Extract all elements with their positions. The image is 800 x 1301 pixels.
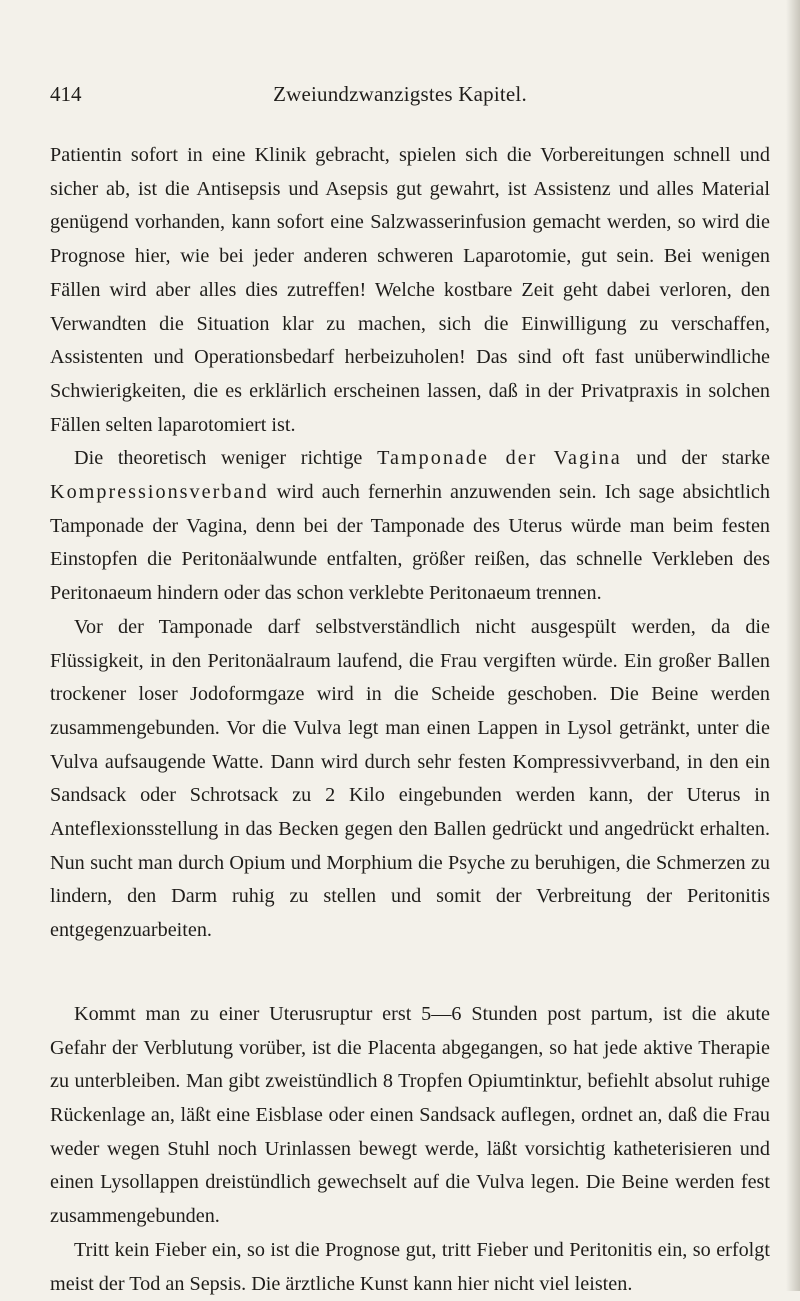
running-title: Zweiundzwanzigstes Kapitel. <box>273 82 527 106</box>
paragraph-5: Tritt kein Fieber ein, so ist die Prognose gut, tritt Fieber und Peritonitis ein, so erfolgt meist der Tod an Sepsis. Die ärztliche Kunst kann hier nicht viel leisten. <box>50 1238 770 1295</box>
page-number: 414 <box>50 82 82 106</box>
paragraph-2 <box>50 442 770 611</box>
body-text <box>50 139 770 1301</box>
page-edge-shadow <box>786 0 800 1291</box>
page-header <box>50 82 750 112</box>
term-tamponade-der-vagina: Tamponade der Vagina <box>377 447 622 470</box>
section-gap <box>50 948 770 998</box>
paragraph-3: Vor der Tamponade darf selbstverständlich nicht ausgespült werden, da die Flüssigkeit, in den Peritonäalraum laufend, die Frau vergiften würde. Ein großer Ballen trockener loser Jodoformgaze wird in die Scheide geschoben. Die Beine werden zusammengebunden. Vor die Vulva legt man einen Lappen in Lysol getränkt, unter die Vulva aufsaugende Watte. Dann wird durch sehr festen Kompressivverband, in den ein Sandsack oder Schrotsack zu 2 Kilo eingebunden werden kann, der Uterus in Anteflexionsstellung in das Becken gegen den Ballen gedrückt und angedrückt erhalten. Nun sucht man durch Opium und Morphium die Psyche zu beruhigen, die Schmerzen zu lindern, den Darm ruhig zu stellen und somit der Verbreitung der Peritonitis entgegenzuarbeiten. <box>50 615 770 942</box>
paragraph-4: Kommt man zu einer Uterusruptur erst 5—6 Stunden post partum, ist die akute Gefahr der Verblutung vorüber, ist die Placenta abgegangen, so hat jede aktive Therapie zu unterbleiben. Man gibt zweistündlich 8 Tropfen Opiumtinktur, befiehlt absolut ruhige Rückenlage an, läßt eine Eisblase oder einen Sandsack auflegen, ordnet an, daß die Frau weder wegen Stuhl noch Urinlassen bewegt werde, läßt vorsichtig katheterisieren und einen Lysollappen dreistündlich gewechselt auf die Vulva legen. Die Beine werden fest zusammengebunden. <box>50 1002 770 1228</box>
paragraph-1: Patientin sofort in eine Klinik gebracht, spielen sich die Vorbereitungen schnell und sicher ab, ist die Antisepsis und Asepsis gut gewahrt, ist Assistenz und alles Material genügend vorhanden, kann sofort eine Salzwasserinfusion gemacht werden, so wird die Prognose hier, wie bei jeder anderen schweren Laparotomie, gut sein. Bei wenigen Fällen wird aber alles dies zutreffen! Welche kostbare Zeit geht dabei verloren, den Verwandten die Situation klar zu machen, sich die Einwilligung zu verschaffen, Assistenten und Operationsbedarf herbeizuholen! Das sind oft fast unüberwindliche Schwierigkeiten, die es erklärlich erscheinen lassen, daß in der Privatpraxis in solchen Fällen selten laparotomiert ist. <box>50 144 770 436</box>
paragraph-2-text-a: Die theoretisch weniger richtige <box>74 447 378 470</box>
paragraph-2-text-c: und der starke <box>621 447 771 470</box>
paragraph-2-text-e: wird auch fernerhin anzuwenden sein. Ich sage absichtlich Tamponade der Vagina, denn bei der Tamponade des Uterus würde man beim festen Einstopfen die Peritonäalwunde entfalten, größer reißen, das schnelle Verkleben des Peritonaeum hindern oder das schon verklebte Peritonaeum trennen. <box>50 481 770 605</box>
term-kompressionsverband: Kompressionsverband <box>50 481 269 504</box>
